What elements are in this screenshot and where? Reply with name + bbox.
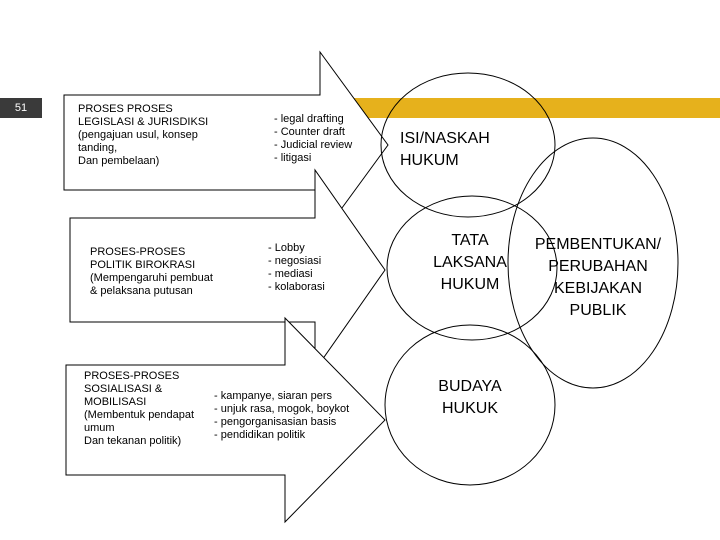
arrow-2-label: PROSES-PROSES POLITIK BIROKRASI (Mempengaruhi pembuat & pelaksana putusan	[90, 246, 213, 297]
budaya-label: BUDAYA HUKUK	[438, 378, 502, 417]
arrow-2-items: - Lobby - negosiasi - mediasi - kolaborasi	[268, 242, 325, 293]
arrow-1-items: - legal drafting - Counter draft - Judicial review - litigasi	[274, 113, 353, 164]
pembentukan-label: PEMBENTUKAN/ PERUBAHAN KEBIJAKAN PUBLIK	[534, 236, 662, 319]
arrow-3-items: - kampanye, siaran pers - unjuk rasa, mogok, boykot - pengorganisasian basis - pendidikan politik	[214, 390, 350, 441]
tata-laksana-label: TATA LAKSANA HUKUM	[433, 232, 507, 293]
slide-number: 51	[0, 98, 42, 118]
arrow-1-label: PROSES PROSES LEGISLASI & JURISDIKSI (pengajuan usul, konsep tanding, Dan pembelaan)	[78, 103, 209, 167]
isi-naskah-label: ISI/NASKAH HUKUM	[400, 130, 490, 169]
arrow-3-label: PROSES-PROSES SOSIALISASI & MOBILISASI (Membentuk pendapat umum Dan tekanan politik)	[84, 370, 195, 447]
